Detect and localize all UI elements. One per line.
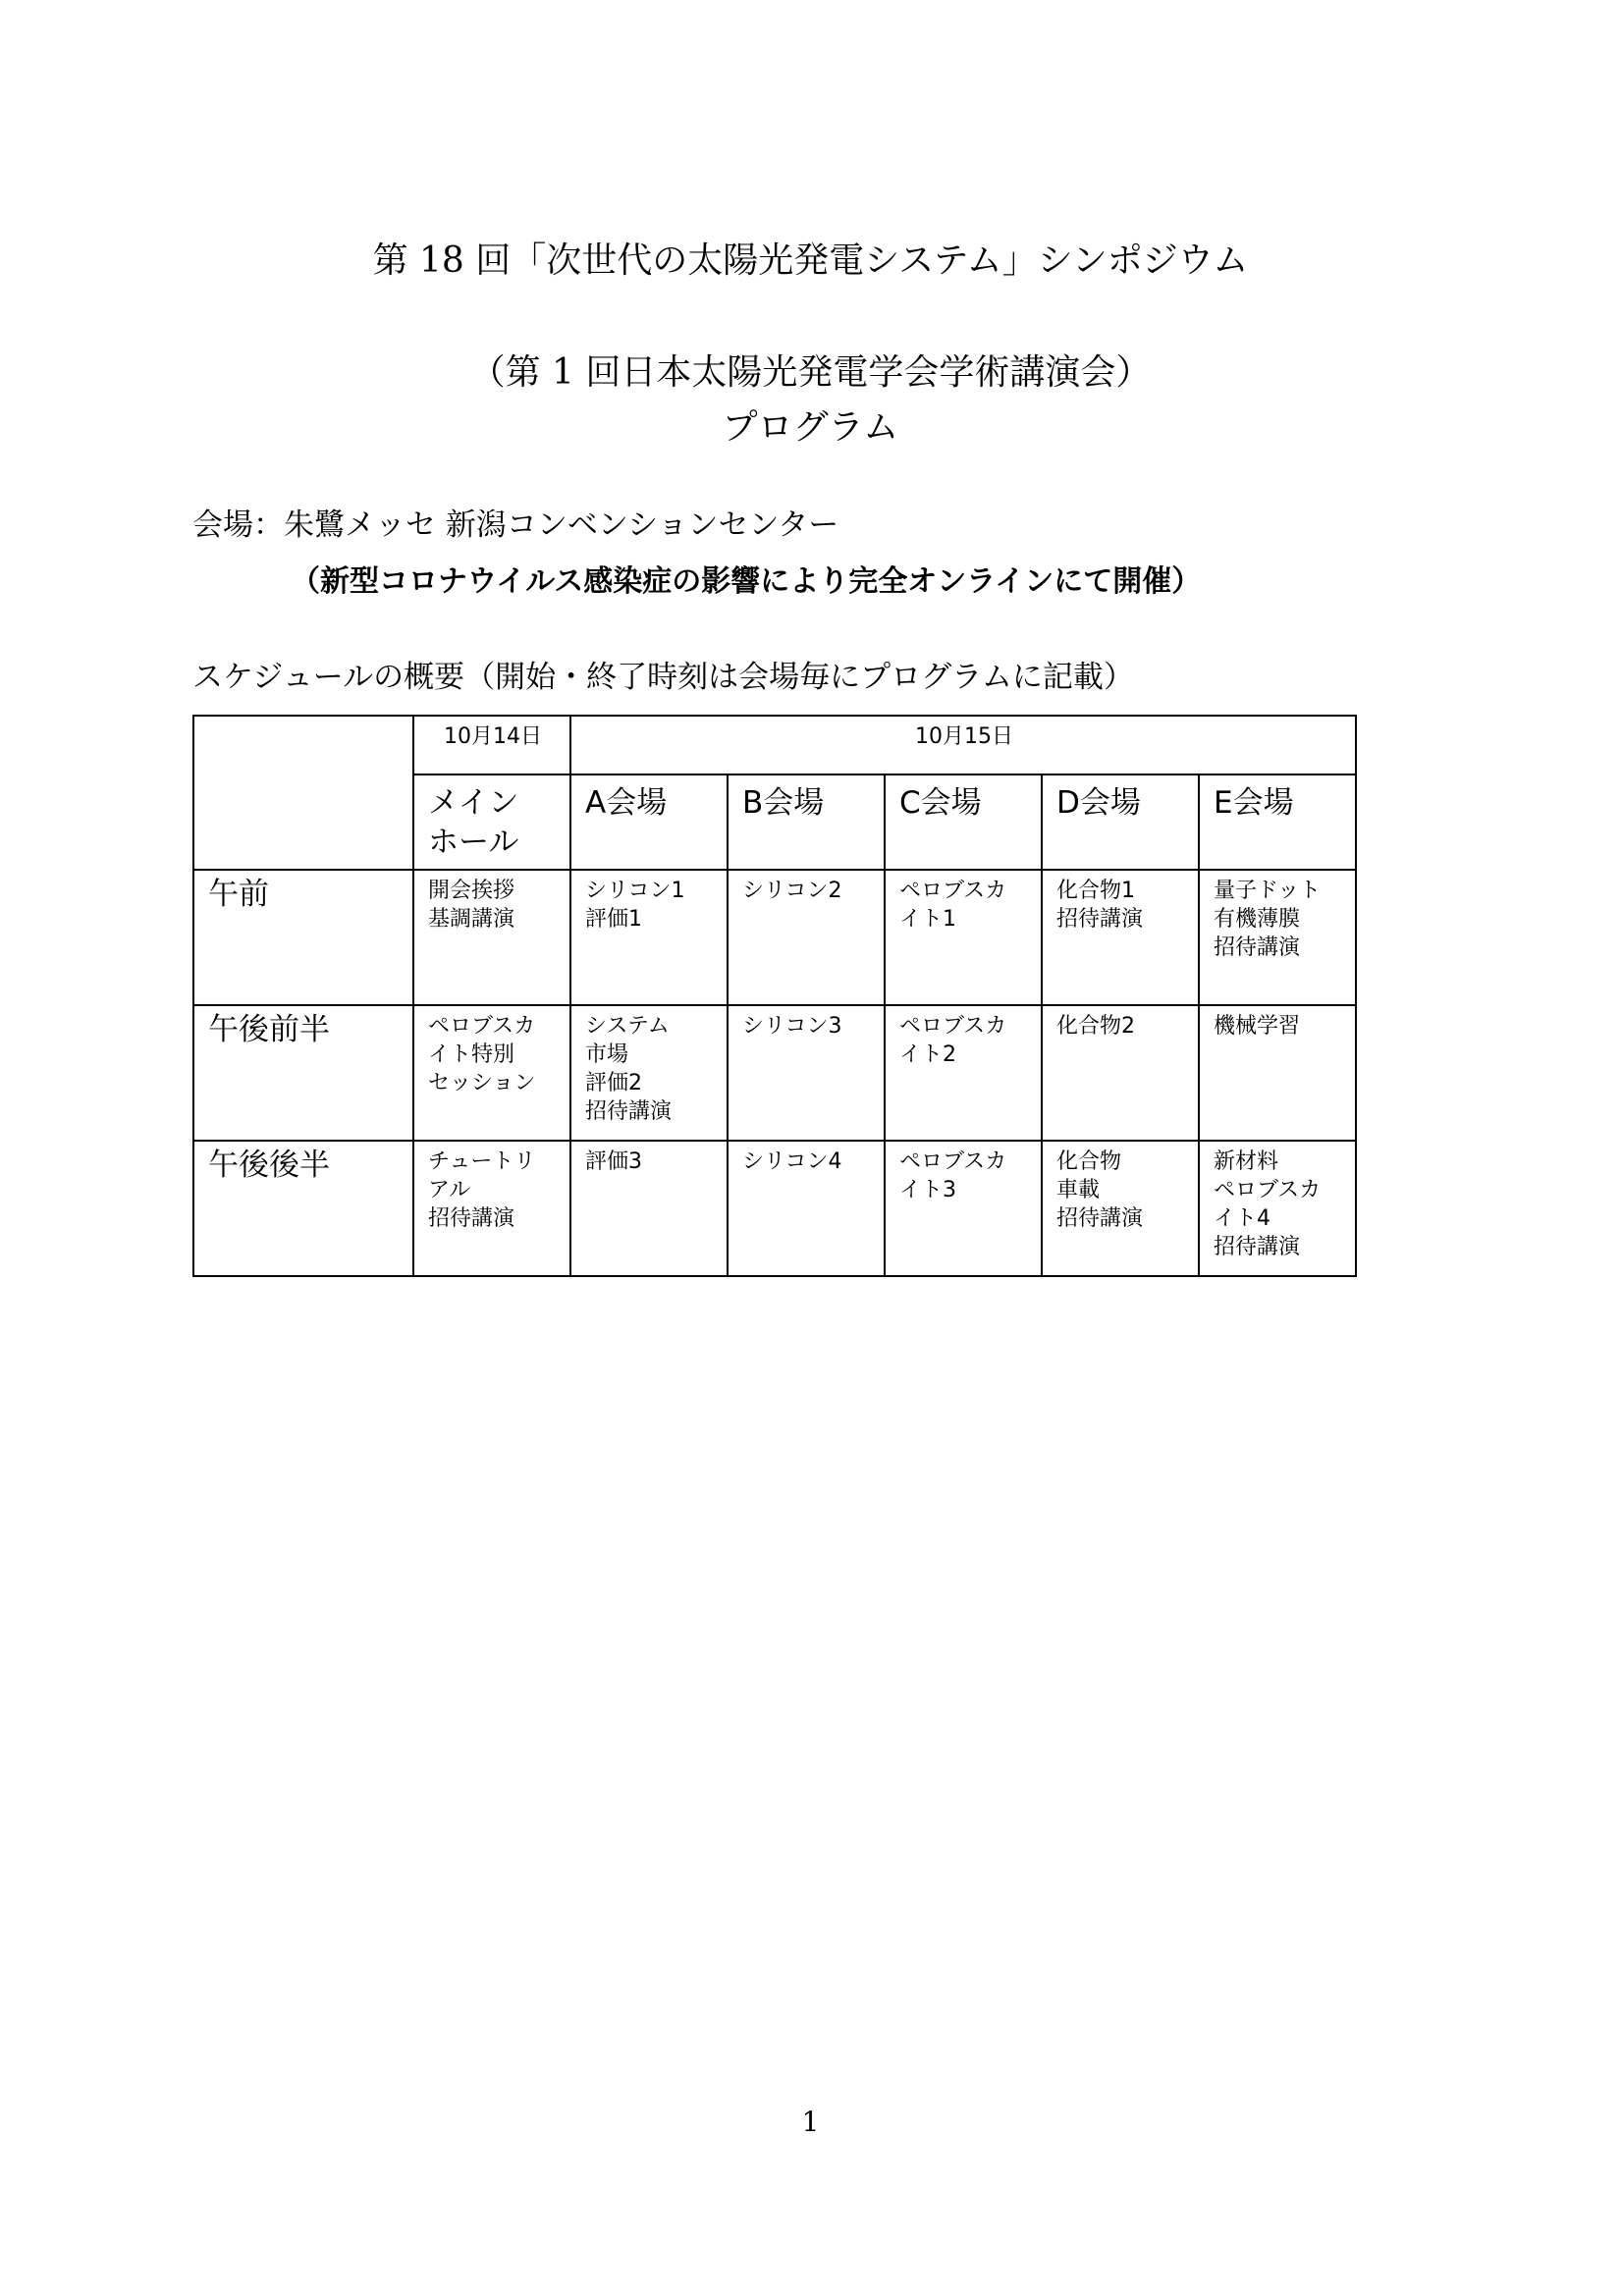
period-early-afternoon: 午後前半 — [193, 1005, 413, 1141]
session-cell: ペロブスカ イト3 — [885, 1141, 1042, 1276]
session-cell: 化合物2 — [1042, 1005, 1199, 1141]
session-cell: 開会挨拶 基調講演 — [413, 870, 570, 1005]
schedule-heading: スケジュールの概要（開始・終了時刻は会場毎にプログラムに記載） — [192, 660, 1134, 695]
venue-e: E会場 — [1199, 774, 1356, 870]
venue-line: 会場：朱鷺メッセ 新潟コンベンションセンター — [192, 507, 839, 543]
venue-d: D会場 — [1042, 774, 1199, 870]
session-cell: 評価3 — [570, 1141, 728, 1276]
table-row-dates — [193, 716, 1356, 774]
page-number: 1 — [801, 2106, 820, 2138]
session-cell: シリコン4 — [728, 1141, 885, 1276]
session-cell: チュートリ アル 招待講演 — [413, 1141, 570, 1276]
schedule-table — [192, 715, 1357, 1277]
session-cell: シリコン1 評価1 — [570, 870, 728, 1005]
session-cell: 機械学習 — [1199, 1005, 1356, 1141]
session-cell: 化合物1 招待講演 — [1042, 870, 1199, 1005]
program-heading: プログラム — [722, 407, 899, 448]
session-cell: ペロブスカ イト2 — [885, 1005, 1042, 1141]
session-cell: 量子ドット 有機薄膜 招待講演 — [1199, 870, 1356, 1005]
symposium-subtitle: （第 1 回日本太陽光発電学会学術講演会） — [469, 352, 1152, 393]
session-cell: 化合物 車載 招待講演 — [1042, 1141, 1199, 1276]
venue-a: A会場 — [570, 774, 728, 870]
online-notice: （新型コロナウイルス感染症の影響により完全オンラインにて開催） — [291, 564, 1202, 599]
table-row — [193, 870, 1356, 1005]
table-row — [193, 1141, 1356, 1276]
date-day1: 10月14日 — [413, 716, 570, 774]
session-cell: シリコン3 — [728, 1005, 885, 1141]
period-late-afternoon: 午後後半 — [193, 1141, 413, 1276]
session-cell: ペロブスカ イト特別 セッション — [413, 1005, 570, 1141]
venue-b: B会場 — [728, 774, 885, 870]
venue-c: C会場 — [885, 774, 1042, 870]
session-cell: 新材料 ペロブスカ イト4 招待講演 — [1199, 1141, 1356, 1276]
period-morning: 午前 — [193, 870, 413, 1005]
session-cell: ペロブスカ イト1 — [885, 870, 1042, 1005]
session-cell: システム 市場 評価2 招待講演 — [570, 1005, 728, 1141]
venue-main-hall: メイン ホール — [413, 774, 570, 870]
session-cell: シリコン2 — [728, 870, 885, 1005]
corner-cell — [193, 716, 413, 870]
symposium-title: 第 18 回「次世代の太陽光発電システム」シンポジウム — [372, 240, 1249, 281]
table-row — [193, 1005, 1356, 1141]
date-day2: 10月15日 — [570, 716, 1356, 774]
